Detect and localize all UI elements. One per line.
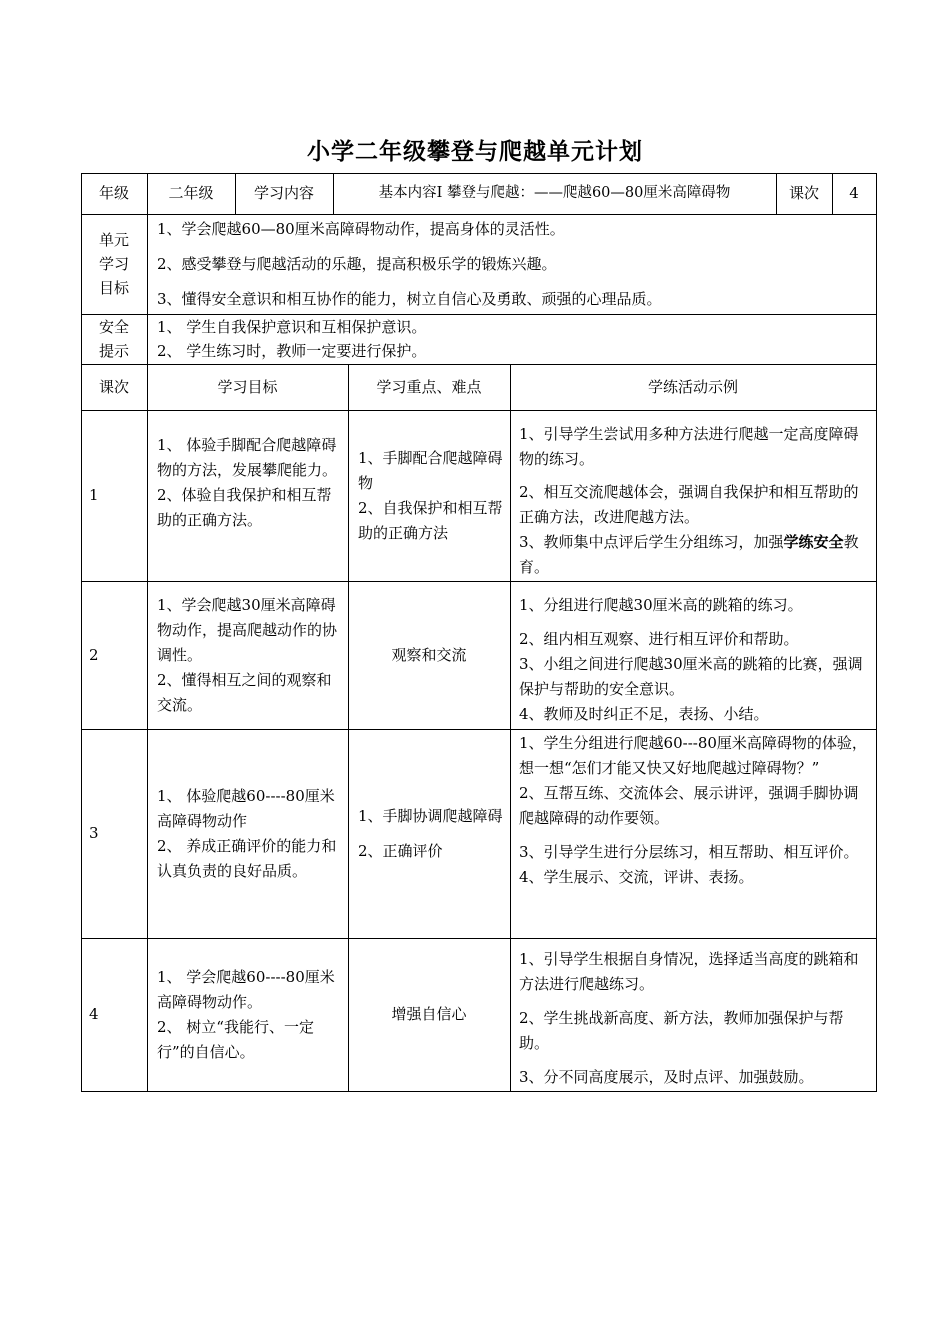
lesson-number: 4 bbox=[89, 1005, 99, 1023]
lesson-focus bbox=[348, 729, 510, 938]
lesson-number: 3 bbox=[89, 824, 99, 842]
lesson-goal-item: 2、 养成正确评价的能力和认真负责的良好品质。 bbox=[157, 836, 337, 880]
lessons-label: 课次 bbox=[788, 184, 819, 202]
lesson-focus bbox=[348, 410, 510, 581]
lesson-activities bbox=[510, 581, 876, 729]
lesson-goal-item: 2、 树立“我能行、一定行”的自信心。 bbox=[157, 1017, 314, 1061]
unit-goals-label: 单元学习目标 bbox=[98, 231, 129, 297]
lesson-activities bbox=[510, 410, 876, 581]
lesson-goals bbox=[147, 581, 348, 729]
lesson-number: 1 bbox=[89, 486, 99, 504]
activity-item: 1、分组进行爬越30厘米高的跳箱的练习。 bbox=[519, 596, 803, 614]
safety-list bbox=[147, 314, 876, 364]
activity-item: 3、分不同高度展示，及时点评、加强鼓励。 bbox=[519, 1068, 814, 1086]
lesson-goals bbox=[147, 410, 348, 581]
activity-item: 3、小组之间进行爬越30厘米高的跳箱的比赛，强调保护与帮助的安全意识。 bbox=[519, 655, 863, 698]
activity-item: 2、相互交流爬越体会，强调自我保护和相互帮助的正确方法，改进爬越方法。 bbox=[519, 483, 859, 526]
lesson-focus bbox=[348, 581, 510, 729]
lesson-activities bbox=[510, 938, 876, 1091]
activity-emphasis: 学练安全 bbox=[783, 533, 844, 551]
activity-item: 4、学生展示、交流，评讲、表扬。 bbox=[519, 868, 754, 886]
activity-item: 1、引导学生根据自身情况，选择适当高度的跳箱和方法进行爬越练习。 bbox=[519, 950, 859, 993]
lesson-activities bbox=[510, 729, 876, 938]
unit-goal-item: 3、懂得安全意识和相互协作的能力，树立自信心及勇敢、顽强的心理品质。 bbox=[157, 290, 662, 308]
activity-item: 2、学生挑战新高度、新方法，教师加强保护与帮助。 bbox=[519, 1009, 844, 1052]
grade-value: 二年级 bbox=[168, 184, 214, 202]
lesson-focus-item: 增强自信心 bbox=[391, 1005, 467, 1023]
col-header-goals: 学习目标 bbox=[217, 377, 278, 396]
lesson-goal-item: 1、学会爬越30厘米高障碍物动作，提高爬越动作的协调性。 bbox=[157, 595, 338, 664]
lesson-goal-item: 1、 学会爬越60----80厘米高障碍物动作。 bbox=[157, 967, 335, 1011]
activity-item: 2、组内相互观察、进行相互评价和帮助。 bbox=[519, 630, 799, 648]
safety-item: 2、 学生练习时，教师一定要进行保护。 bbox=[157, 342, 427, 360]
lesson-focus-item: 1、手脚配合爬越障碍物 bbox=[358, 448, 503, 492]
lessons-value: 4 bbox=[849, 184, 859, 202]
lesson-goals bbox=[147, 938, 348, 1091]
page-title: 小学二年级攀登与爬越单元计划 bbox=[307, 139, 643, 165]
lesson-focus-item: 1、手脚协调爬越障碍 bbox=[358, 806, 503, 825]
activity-item: 3、引导学生进行分层练习，相互帮助、相互评价。 bbox=[519, 843, 859, 861]
unit-goal-item: 1、学会爬越60—80厘米高障碍物动作，提高身体的灵活性。 bbox=[157, 220, 565, 238]
lesson-focus bbox=[348, 938, 510, 1091]
safety-label: 安全提示 bbox=[98, 318, 129, 360]
content-label: 学习内容 bbox=[253, 184, 314, 202]
activity-item: 1、引导学生尝试用多种方法进行爬越一定高度障碍物的练习。 bbox=[519, 425, 859, 468]
grade-label: 年级 bbox=[98, 184, 129, 202]
activity-item: 4、教师及时纠正不足，表扬、小结。 bbox=[519, 705, 769, 723]
col-header-activities: 学练活动示例 bbox=[647, 377, 738, 396]
activity-item: 2、互帮互练、交流体会、展示讲评，强调手脚协调爬越障碍的动作要领。 bbox=[519, 784, 859, 827]
activity-item: 1、学生分组进行爬越60---80厘米高障碍物的体验，想一想“怎们才能又快又好地爬越过障碍物？” bbox=[519, 734, 867, 777]
unit-goal-item: 2、感受攀登与爬越活动的乐趣，提高积极乐学的锻炼兴趣。 bbox=[157, 255, 557, 273]
lesson-goal-item: 1、 体验手脚配合爬越障碍物的方法，发展攀爬能力。 bbox=[157, 436, 338, 479]
content-value: 基本内容Ⅰ 攀登与爬越：——爬越60—80厘米高障碍物 bbox=[378, 185, 731, 201]
col-header-lesson: 课次 bbox=[98, 377, 129, 396]
lesson-goals bbox=[147, 729, 348, 938]
lesson-goal-item: 2、体验自我保护和相互帮助的正确方法。 bbox=[157, 486, 332, 529]
col-header-focus: 学习重点、难点 bbox=[376, 377, 482, 396]
activity-item: 3、教师集中点评后学生分组练习，加强学练安全教育。 bbox=[519, 533, 859, 576]
lesson-focus-item: 2、自我保护和相互帮助的正确方法 bbox=[358, 498, 503, 542]
lesson-goal-item: 2、懂得相互之间的观察和交流。 bbox=[157, 670, 332, 714]
lesson-number: 2 bbox=[89, 645, 99, 664]
lesson-goal-item: 1、 体验爬越60----80厘米高障碍物动作 bbox=[157, 786, 335, 830]
safety-item: 1、 学生自我保护意识和互相保护意识。 bbox=[157, 318, 427, 336]
lesson-focus-item: 观察和交流 bbox=[391, 645, 467, 664]
lesson-focus-item: 2、正确评价 bbox=[358, 841, 443, 860]
unit-goals-list bbox=[147, 214, 876, 314]
